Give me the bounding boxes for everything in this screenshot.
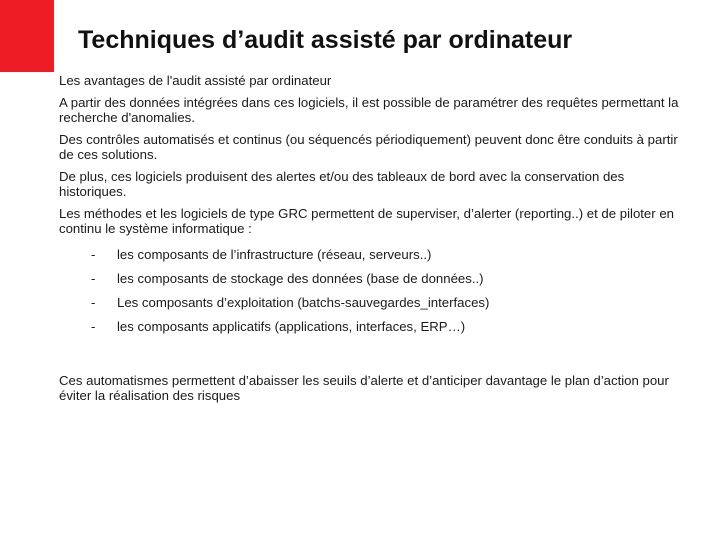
paragraph-queries: A partir des données intégrées dans ces logiciels, il est possible de paramétrer des requêtes permettant la recherche d'anomalies. — [59, 94, 679, 125]
list-item-text: les composants applicatifs (applications, interfaces, ERP…) — [117, 318, 466, 334]
slide-content — [59, 73, 689, 404]
component-list — [59, 247, 689, 343]
list-item-text: les composants de l’infrastructure (réseau, serveurs..) — [117, 246, 432, 262]
red-accent-block — [0, 0, 54, 72]
list-item — [59, 271, 689, 295]
list-item — [59, 319, 689, 343]
bullet-dash: - — [91, 318, 96, 334]
paragraph-intro: Les avantages de l'audit assisté par ordinateur — [59, 73, 332, 88]
list-item — [59, 295, 689, 319]
paragraph-closing: Ces automatismes permettent d’abaisser les seuils d’alerte et d’anticiper davantage le plan d’action pour éviter la réalisation des risques — [59, 372, 669, 403]
slide-title: Techniques d’audit assisté par ordinateur — [78, 26, 573, 54]
bullet-dash: - — [91, 294, 96, 310]
paragraph-grc: Les méthodes et les logiciels de type GRC permettent de superviser, d’alerter (reporting..) et de piloter en continu le système informatique : — [59, 205, 674, 236]
list-item-text: Les composants d’exploitation (batchs-sauvegardes_interfaces) — [117, 294, 490, 310]
paragraph-controls: Des contrôles automatisés et continus (ou séquencés périodiquement) peuvent donc être conduits à partir de ces solutions. — [59, 131, 678, 162]
paragraph-alerts: De plus, ces logiciels produisent des alertes et/ou des tableaux de bord avec la conservation des historiques. — [59, 168, 625, 199]
bullet-dash: - — [91, 246, 96, 262]
list-item — [59, 247, 689, 271]
list-item-text: les composants de stockage des données (base de données..) — [117, 270, 484, 286]
bullet-dash: - — [91, 270, 96, 286]
